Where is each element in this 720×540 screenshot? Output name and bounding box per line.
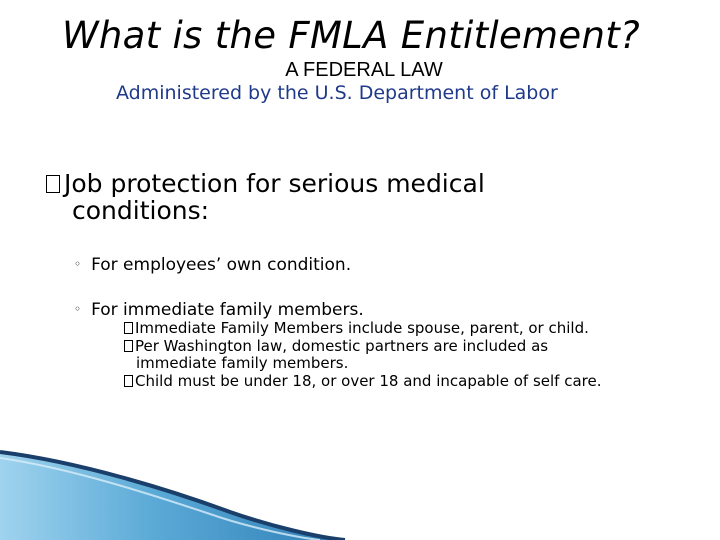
- ring-bullet-icon: ◦: [74, 302, 82, 316]
- subtitle-federal-law-text: A FEDERAL LAW: [285, 59, 443, 81]
- sub-bullet-text: For employees’ own condition.: [91, 255, 352, 275]
- family-detail-item: [124, 320, 684, 338]
- family-detail-text: Child must be under 18, or over 18 and incapable of self care.: [135, 371, 602, 390]
- bullet-box-icon: [124, 375, 133, 387]
- bullet-box-icon: [46, 175, 60, 193]
- bullet-box-icon: [124, 340, 133, 352]
- main-bullet-line2: conditions:: [72, 196, 210, 225]
- family-detail-text-continued: immediate family members.: [136, 354, 349, 372]
- main-bullet-line1: Job protection for serious medical: [64, 169, 485, 198]
- decorative-wave-graphic: [0, 450, 360, 540]
- main-bullet: [46, 170, 606, 224]
- family-detail-item: [124, 373, 684, 391]
- bullet-box-icon: [124, 322, 133, 334]
- family-detail-text: Per Washington law, domestic partners are included as: [135, 336, 549, 355]
- sub-bullet-own-condition: [74, 255, 351, 275]
- family-details-list: [124, 320, 684, 390]
- slide-title: What is the FMLA Entitlement?: [62, 14, 640, 57]
- family-detail-item: [124, 338, 684, 373]
- family-detail-text: Immediate Family Members include spouse, parent, or child.: [135, 319, 589, 337]
- subtitle-federal-law: [0, 59, 720, 82]
- sub-bullet-text: For immediate family members.: [91, 300, 364, 320]
- sub-bullet-family-members: [74, 300, 364, 320]
- subtitle-administered-by: Administered by the U.S. Department of Labor: [116, 82, 558, 104]
- ring-bullet-icon: ◦: [74, 257, 82, 271]
